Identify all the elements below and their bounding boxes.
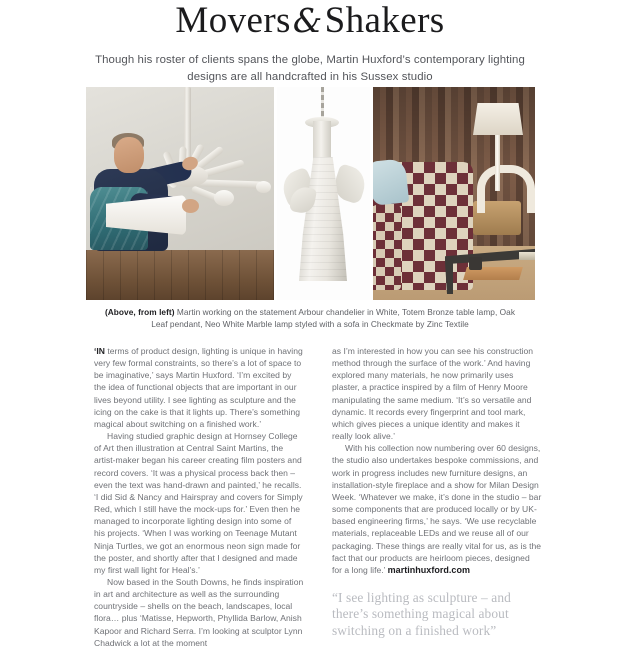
page-title [0,0,620,41]
photo-caption [100,307,520,331]
pendant-chain [321,87,324,121]
pull-quote: “I see lighting as sculpture – and there’s something magical about switching on a finished work” [332,589,511,638]
paragraph: as I’m interested in how you can see his construction method through the surface of the work.’ And having explored many materials, he now primarily uses plaster, a practice inspired by a film of Henry Moore manipulating the same medium. ‘It’s so versatile and dynamic. It records every fingerprint and tool mark, which gives pieces a unique identity and makes it really look alive.’ [332,346,534,442]
photo-maker-in-studio [86,87,274,300]
photo-interior-scene [373,87,535,300]
neo-marble-lamp-base [477,165,535,213]
website-link[interactable]: martinhuxford.com [387,564,470,575]
chandelier-arm-tip [214,190,234,206]
caption-lead: (Above, from left) [104,307,175,317]
body-column-1 [94,345,304,649]
table-cup [469,257,482,270]
paragraph: Now based in the South Downs, he finds inspiration in art and architecture as well as the surrounding countryside – shells on the beach, landscapes, local flora… plus ‘Matisse, Hepworth, Phyllida Barlow, Anish Kapoor and Richard Serra. I’m looking at sculptor Lynn Chadwick a lot at the moment [94,576,304,648]
title-word-shakers: Shakers [324,0,445,41]
ampersand-glyph: & [292,1,323,40]
title-word-movers: Movers [175,0,291,41]
standfirst: Though his roster of clients spans the globe, Martin Huxford’s contemporary lighting designs are all handcrafted in his Sussex studio [95,54,525,83]
photo-strip [86,87,535,300]
pendant-neck [313,121,331,163]
table-book [519,252,535,260]
photo-oak-leaf-pendant [277,87,370,300]
masthead [0,0,620,85]
caption-text: Martin working on the statement Arbour chandelier in White, Totem Bronze table lamp, Oak Leaf pendant, Neo White Marble lamp styled with a sofa in Checkmate by Zinc Textile [151,307,516,329]
paragraph-text: terms of product design, lighting is unique in having very few formal constraints, so there’s a lot of space to be imaginative,’ says Martin Huxford. ‘I’m excited by the idea of functional objects that are important in our lives beyond utility. I see lighting as sculpture and the icing on the cake is that it lights up. There’s something magical about switching on a finished work.’ [94,346,303,429]
chandelier-arm-tip [256,181,271,193]
maker-head [114,137,144,173]
paragraph [332,442,542,576]
sofa-arm [373,204,401,290]
paragraph-text: With his collection now numbering over 60 designs, the studio also undertakes bespoke commissions, and work in progress includes new furniture designs, an installation-style fireplace and a show for Milan Design Week. ‘Whatever we make, it’s done in the studio – bar some components that are produced locally or by UK-based engineering firms,’ he says. ‘We use recyclable materials, replaceable LEDs and we reuse all of our packaging. These things are really vital for us, as is the fact that our products are heirloom pieces, designed for a long life.’ [332,443,542,575]
studio-floor [86,250,274,300]
body-columns [94,345,542,649]
body-column-2 [332,345,542,649]
neo-marble-lamp-stem [495,135,500,191]
maker-hand-lower [182,199,199,213]
paragraph [94,345,304,430]
paragraph: Having studied graphic design at Hornsey College of Art then illustration at Central Saint Martins, the artist-maker began his career creating film posters and record covers. ‘It was a physical process back then – even the text was hand-drawn and painted,’ he recalls. ‘I did Sid & Nancy and Hairspray and covers for Simply Red, which I still have the mock-ups for.’ Even then he managed to incorporate lighting design into some of his projects. ‘When I was working on Teenage Mutant Ninja Turtles, we got an enormous neon sign made for the poster, and shortly after that I designed and made my first wall light for Heal’s.’ [94,431,303,575]
neo-marble-lamp-shade [473,103,523,135]
drop-cap-lead: ‘IN [94,346,105,356]
